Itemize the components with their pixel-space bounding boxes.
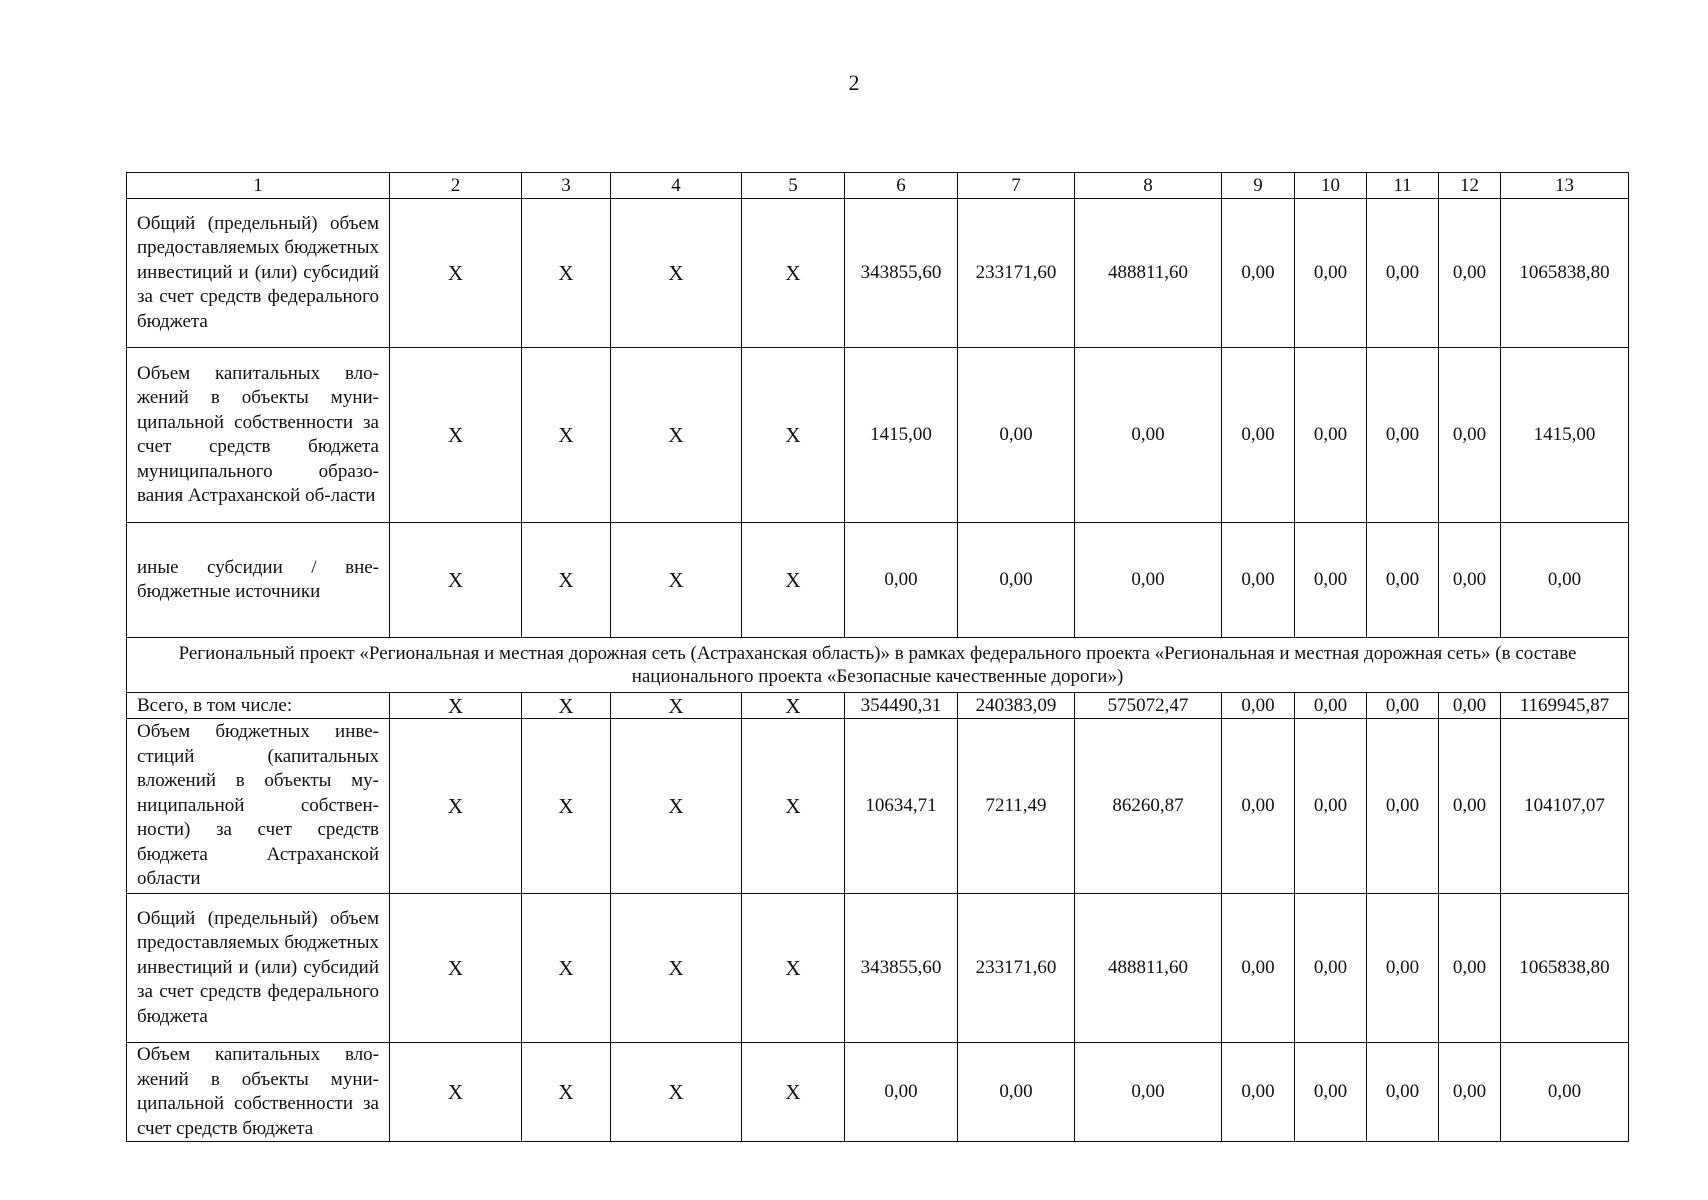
not-applicable-cell: X	[522, 894, 611, 1043]
value-cell: 0,00	[1439, 894, 1501, 1043]
value-cell: 0,00	[1295, 1043, 1367, 1142]
section-title: Региональный проект «Региональная и местная дорожная сеть (Астраханская область)» в рамках федерального проекта «Региональная и местная дорожная сеть» (в составе национального проекта «Безопасные качественные дороги»)	[127, 638, 1629, 693]
value-cell: 0,00	[1367, 523, 1439, 638]
not-applicable-cell: X	[522, 719, 611, 894]
row-label: Всего, в том числе:	[127, 693, 390, 719]
value-cell: 233171,60	[958, 199, 1075, 348]
value-cell: 0,00	[1439, 199, 1501, 348]
page-number: 2	[848, 70, 860, 95]
not-applicable-cell: X	[742, 348, 845, 523]
value-cell: 0,00	[1222, 348, 1295, 523]
value-cell: 86260,87	[1075, 719, 1222, 894]
column-number-cell: 11	[1367, 173, 1439, 199]
table-row	[127, 719, 1629, 894]
value-cell: 0,00	[1295, 693, 1367, 719]
value-cell: 0,00	[1222, 1043, 1295, 1142]
row-label: Общий (предельный) объем предоставляемых бюджетных инвестиций и (или) субсидий за счет средств федерального бюджета	[127, 894, 390, 1043]
not-applicable-cell: X	[611, 199, 742, 348]
value-cell: 0,00	[1222, 693, 1295, 719]
value-cell: 488811,60	[1075, 894, 1222, 1043]
value-cell: 0,00	[1439, 719, 1501, 894]
not-applicable-cell: X	[522, 348, 611, 523]
value-cell: 240383,09	[958, 693, 1075, 719]
value-cell: 0,00	[1295, 199, 1367, 348]
value-cell: 0,00	[1367, 1043, 1439, 1142]
not-applicable-cell: X	[522, 199, 611, 348]
value-cell: 0,00	[958, 348, 1075, 523]
column-number-row	[127, 173, 1629, 199]
value-cell: 233171,60	[958, 894, 1075, 1043]
value-cell: 0,00	[1295, 894, 1367, 1043]
value-cell: 0,00	[1501, 1043, 1629, 1142]
section-row	[127, 638, 1629, 693]
value-cell: 0,00	[1295, 523, 1367, 638]
value-cell: 0,00	[1501, 523, 1629, 638]
value-cell: 343855,60	[845, 894, 958, 1043]
column-number-cell: 1	[127, 173, 390, 199]
value-cell: 0,00	[1439, 348, 1501, 523]
table-row	[127, 693, 1629, 719]
not-applicable-cell: X	[742, 523, 845, 638]
not-applicable-cell: X	[611, 523, 742, 638]
not-applicable-cell: X	[742, 719, 845, 894]
value-cell: 0,00	[1222, 719, 1295, 894]
not-applicable-cell: X	[390, 523, 522, 638]
not-applicable-cell: X	[742, 894, 845, 1043]
value-cell: 488811,60	[1075, 199, 1222, 348]
not-applicable-cell: X	[611, 719, 742, 894]
value-cell: 0,00	[1367, 348, 1439, 523]
row-label: Объем бюджетных инве-стиций (капитальных вложений в объекты му-ниципальной собствен-ности) за счет средств бюджета Астраханской области	[127, 719, 390, 894]
value-cell: 0,00	[1367, 199, 1439, 348]
not-applicable-cell: X	[522, 523, 611, 638]
value-cell: 0,00	[1295, 348, 1367, 523]
value-cell: 1169945,87	[1501, 693, 1629, 719]
column-number-cell: 10	[1295, 173, 1367, 199]
value-cell: 1065838,80	[1501, 199, 1629, 348]
column-number-cell: 13	[1501, 173, 1629, 199]
column-number-cell: 12	[1439, 173, 1501, 199]
row-label: Объем капитальных вло-жений в объекты муни-ципальной собственности за счет средств бюджета муниципального образо-вания Астраханской об-ласти	[127, 348, 390, 523]
not-applicable-cell: X	[390, 1043, 522, 1142]
value-cell: 0,00	[1367, 693, 1439, 719]
not-applicable-cell: X	[390, 199, 522, 348]
value-cell: 0,00	[1075, 523, 1222, 638]
table-row	[127, 894, 1629, 1043]
column-number-cell: 9	[1222, 173, 1295, 199]
value-cell: 1415,00	[1501, 348, 1629, 523]
value-cell: 0,00	[958, 523, 1075, 638]
table-row	[127, 523, 1629, 638]
not-applicable-cell: X	[611, 1043, 742, 1142]
not-applicable-cell: X	[390, 719, 522, 894]
not-applicable-cell: X	[522, 1043, 611, 1142]
value-cell: 0,00	[1439, 1043, 1501, 1142]
value-cell: 1065838,80	[1501, 894, 1629, 1043]
column-number-cell: 8	[1075, 173, 1222, 199]
not-applicable-cell: X	[611, 693, 742, 719]
value-cell: 0,00	[845, 523, 958, 638]
not-applicable-cell: X	[742, 199, 845, 348]
value-cell: 0,00	[1075, 1043, 1222, 1142]
value-cell: 0,00	[1222, 199, 1295, 348]
column-number-cell: 7	[958, 173, 1075, 199]
not-applicable-cell: X	[742, 1043, 845, 1142]
column-number-cell: 5	[742, 173, 845, 199]
value-cell: 104107,07	[1501, 719, 1629, 894]
value-cell: 0,00	[1295, 719, 1367, 894]
row-label: Объем капитальных вло-жений в объекты муни-ципальной собственности за счет средств бюджета	[127, 1043, 390, 1142]
value-cell: 0,00	[1439, 523, 1501, 638]
value-cell: 7211,49	[958, 719, 1075, 894]
value-cell: 0,00	[1367, 894, 1439, 1043]
value-cell: 575072,47	[1075, 693, 1222, 719]
table-row	[127, 348, 1629, 523]
column-number-cell: 3	[522, 173, 611, 199]
value-cell: 0,00	[958, 1043, 1075, 1142]
value-cell: 0,00	[1439, 693, 1501, 719]
value-cell: 0,00	[1367, 719, 1439, 894]
not-applicable-cell: X	[522, 693, 611, 719]
value-cell: 0,00	[1222, 894, 1295, 1043]
value-cell: 354490,31	[845, 693, 958, 719]
value-cell: 0,00	[1075, 348, 1222, 523]
not-applicable-cell: X	[611, 348, 742, 523]
not-applicable-cell: X	[611, 894, 742, 1043]
not-applicable-cell: X	[390, 894, 522, 1043]
not-applicable-cell: X	[742, 693, 845, 719]
not-applicable-cell: X	[390, 693, 522, 719]
not-applicable-cell: X	[390, 348, 522, 523]
row-label: иные субсидии / вне-бюджетные источники	[127, 523, 390, 638]
value-cell: 10634,71	[845, 719, 958, 894]
table-row	[127, 1043, 1629, 1142]
table-row	[127, 199, 1629, 348]
value-cell: 1415,00	[845, 348, 958, 523]
value-cell: 0,00	[845, 1043, 958, 1142]
value-cell: 343855,60	[845, 199, 958, 348]
column-number-cell: 6	[845, 173, 958, 199]
column-number-cell: 4	[611, 173, 742, 199]
budget-table	[126, 172, 1629, 1142]
value-cell: 0,00	[1222, 523, 1295, 638]
column-number-cell: 2	[390, 173, 522, 199]
row-label: Общий (предельный) объем предоставляемых бюджетных инвестиций и (или) субсидий за счет средств федерального бюджета	[127, 199, 390, 348]
